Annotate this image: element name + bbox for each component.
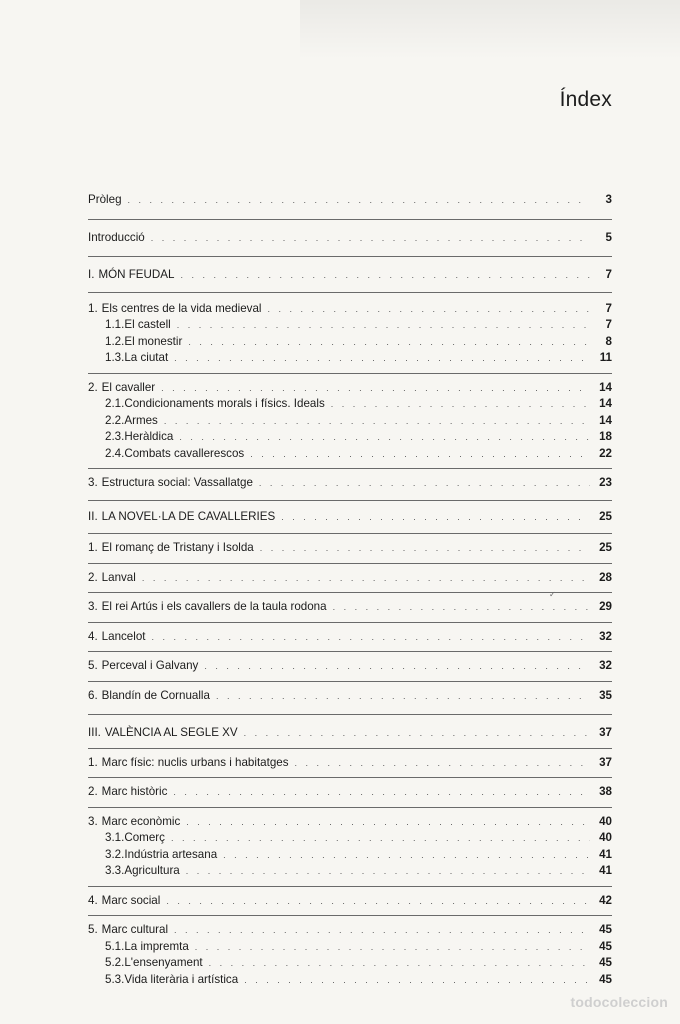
entry-number: 4. [88,629,98,643]
toc-section [88,622,612,652]
entry-page-number: 25 [599,509,612,523]
toc-section [88,592,612,622]
entry-number: II. [88,509,98,523]
dot-leader [260,540,590,557]
entry-page-number: 42 [599,893,612,907]
entry-page-number: 32 [599,629,612,643]
entry-number: 1.3. [105,351,125,364]
dot-leader [186,814,590,831]
pencil-mark: ✓ [549,590,556,599]
entry-title: Comerç [124,831,165,844]
toc-subentry [88,972,612,989]
entry-number: 3.3. [105,864,125,877]
entry-number: 5.3. [105,972,125,986]
toc-section [88,714,612,748]
entry-title: Marc cultural [101,923,169,936]
entry-number: 6. [88,688,98,702]
toc-section [88,651,612,681]
toc-entry [88,475,612,492]
toc-subentry [88,350,612,367]
entry-number: 3.1. [105,831,125,844]
entry-title: El castell [124,318,171,331]
entry-page-number: 14 [599,380,612,394]
entry-number: 2.3. [105,430,125,443]
dot-leader [188,334,590,351]
entry-page-number: 29 [599,600,612,613]
dot-leader [164,413,590,430]
entry-number: 2.4. [105,446,125,460]
entry-title: El rei Artús i els cavallers de la taula rodona [101,600,327,613]
entry-title: VALÈNCIA AL SEGLE XV [104,726,238,739]
entry-page-number: 45 [599,956,612,969]
entry-title: Els centres de la vida medieval [101,301,262,315]
toc-section [88,292,612,373]
toc-section [88,563,612,593]
toc-subentry [88,334,612,351]
entry-page-number: 37 [599,726,612,739]
entry-title: LA NOVEL·LA DE CAVALLERIES [101,509,276,523]
toc-entry [88,599,612,616]
toc-entry [88,658,612,675]
dot-leader [151,230,590,247]
entry-page-number: 32 [599,659,612,672]
toc-section [88,681,612,715]
entry-title: Perceval i Galvany [101,659,199,672]
entry-title: Lancelot [101,629,146,643]
toc-entry [88,192,612,209]
entry-number: 3. [88,814,98,828]
dot-leader [244,725,590,742]
entry-title: Estructura social: Vassallatge [101,476,253,489]
entry-number: III. [88,726,101,739]
toc-entry [88,230,612,247]
entry-page-number: 40 [599,814,612,828]
dot-leader [128,192,590,209]
entry-page-number: 45 [599,923,612,936]
entry-title: MÓN FEUDAL [98,268,175,281]
entry-page-number: 7 [605,301,612,315]
entry-page-number: 41 [599,864,612,877]
dot-leader [180,267,590,284]
dot-leader [166,893,590,910]
dot-leader [333,599,590,616]
toc-section [88,777,612,807]
entry-page-number: 28 [599,570,612,584]
entry-page-number: 45 [599,939,612,953]
entry-title: Heràldica [124,430,174,443]
entry-title: La ciutat [124,351,169,364]
entry-page-number: 3 [605,193,612,206]
toc-section [88,373,612,469]
entry-page-number: 7 [605,318,612,331]
dot-leader [281,509,590,526]
dot-leader [179,429,590,446]
entry-page-number: 23 [599,476,612,489]
toc-section [88,256,612,292]
toc-entry [88,688,612,705]
entry-title: El cavaller [101,380,156,394]
entry-title: L'ensenyament [124,956,203,969]
entry-title: Pròleg [88,193,122,206]
toc-subentry [88,317,612,334]
entry-page-number: 7 [605,268,612,281]
dot-leader [174,350,590,367]
entry-page-number: 35 [599,688,612,702]
entry-title: Blandín de Cornualla [101,688,210,702]
entry-page-number: 38 [599,785,612,798]
toc-section [88,500,612,534]
dot-leader [171,830,590,847]
entry-number: 5. [88,923,98,936]
toc-entry [88,570,612,587]
toc-subentry [88,847,612,864]
toc-subentry [88,863,612,880]
dot-leader [209,955,590,972]
toc-entry [88,814,612,831]
entry-page-number: 41 [599,847,612,861]
toc-subentry [88,939,612,956]
watermark-logo: todocoleccion [570,994,668,1010]
entry-title: El romanç de Tristany i Isolda [101,541,254,554]
toc-section [88,915,612,988]
toc-entry [88,380,612,397]
entry-number: 2. [88,380,98,394]
toc-subentry [88,429,612,446]
scan-smudge [300,0,680,60]
dot-leader [250,446,590,463]
entry-title: Indústria artesana [124,847,218,861]
entry-title: Vida literària i artística [124,972,239,986]
entry-page-number: 45 [599,972,612,986]
entry-page-number: 18 [599,430,612,443]
entry-title: Condicionaments morals i físics. Ideals [124,397,325,410]
entry-number: 2. [88,785,98,798]
toc-entry [88,540,612,557]
toc-entry [88,509,612,526]
dot-leader [186,863,590,880]
dot-leader [295,755,590,772]
entry-title: Marc econòmic [101,814,181,828]
entry-number: 3.2. [105,847,125,861]
dot-leader [195,939,590,956]
dot-leader [174,922,590,939]
entry-page-number: 14 [599,413,612,427]
toc-entry [88,725,612,742]
toc-entry [88,267,612,284]
entry-title: Introducció [88,230,145,244]
entry-number: 5.2. [105,956,125,969]
entry-number: 1.1. [105,318,125,331]
toc-section [88,748,612,778]
entry-title: Lanval [101,570,136,584]
entry-page-number: 22 [599,446,612,460]
entry-number: 1. [88,755,98,769]
toc-entry [88,922,612,939]
toc-section [88,886,612,916]
dot-leader [216,688,590,705]
entry-number: 3. [88,476,98,489]
dot-leader [204,658,590,675]
entry-number: 4. [88,893,98,907]
entry-number: 1.2. [105,334,125,348]
entry-number: I. [88,268,95,281]
toc-subentry [88,446,612,463]
dot-leader [331,396,590,413]
entry-page-number: 25 [599,541,612,554]
entry-title: Marc físic: nuclis urbans i habitatges [101,755,289,769]
toc-entry [88,629,612,646]
toc-section [88,533,612,563]
dot-leader [173,784,590,801]
dot-leader [259,475,590,492]
dot-leader [244,972,590,989]
entry-title: La impremta [124,939,189,953]
entry-number: 1. [88,301,98,315]
dot-leader [268,301,591,318]
entry-title: Combats cavallerescos [124,446,245,460]
toc-subentry [88,830,612,847]
entry-number: 2.1. [105,397,125,410]
toc-subentry [88,955,612,972]
table-of-contents [88,192,612,988]
dot-leader [142,570,590,587]
entry-title: Agricultura [124,864,180,877]
toc-entry [88,893,612,910]
toc-section [88,192,612,219]
entry-page-number: 11 [599,351,612,364]
entry-number: 5. [88,659,98,672]
dot-leader [223,847,590,864]
entry-page-number: 40 [599,831,612,844]
toc-entry [88,784,612,801]
page-title: Índex [559,88,612,111]
toc-section [88,468,612,500]
entry-number: 2.2. [105,413,125,427]
entry-title: Marc social [101,893,161,907]
toc-subentry [88,396,612,413]
toc-subentry [88,413,612,430]
entry-page-number: 37 [599,755,612,769]
entry-number: 3. [88,600,98,613]
entry-number: 5.1. [105,939,125,953]
entry-page-number: 8 [605,334,612,348]
entry-number: 2. [88,570,98,584]
entry-title: Armes [124,413,158,427]
toc-section [88,219,612,257]
dot-leader [152,629,590,646]
entry-page-number: 14 [599,397,612,410]
toc-entry [88,755,612,772]
entry-title: El monestir [124,334,183,348]
entry-number: 1. [88,541,98,554]
entry-page-number: 5 [605,230,612,244]
dot-leader [177,317,590,334]
toc-entry [88,301,612,318]
toc-section [88,807,612,886]
entry-title: Marc històric [101,785,168,798]
dot-leader [161,380,590,397]
